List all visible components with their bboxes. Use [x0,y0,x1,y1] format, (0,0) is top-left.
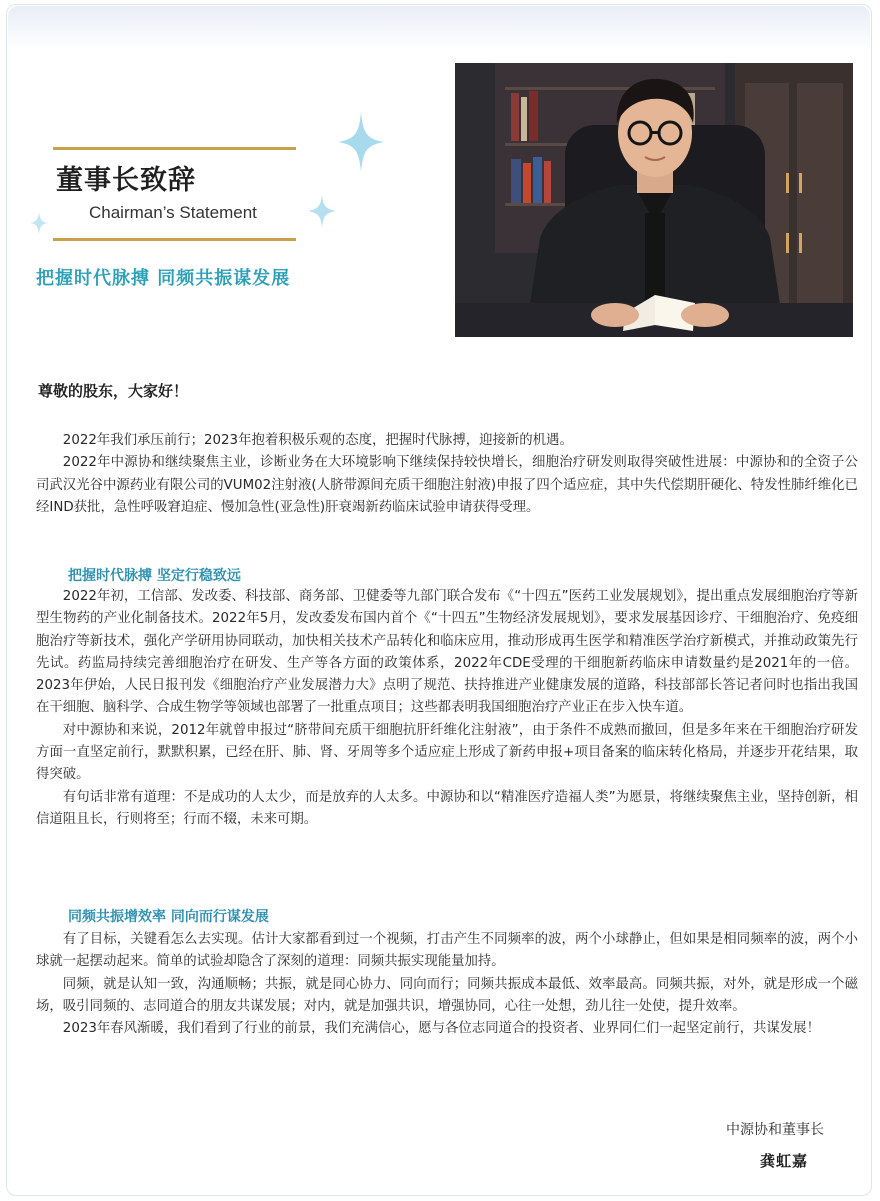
page-title: 董事长致辞 [56,165,196,196]
paragraph: 2022年中源协和继续聚焦主业，诊断业务在大环境影响下继续保持较快增长，细胞治疗研发则取得突破性进展：中源协和的全资子公司武汉光谷中源药业有限公司的VUM02注射液(人脐带源间充质干细胞注射液)申报了四个适应症，其中失代偿期肝硬化、特发性肺纤维化已经IND获批，急性呼吸窘迫症、慢加急性(亚急性)肝衰竭新药临床试验申请获得受理。 [36,455,858,515]
page-subtitle-en: Chairman’s Statement [89,203,257,222]
paragraph: 有了目标，关键看怎么去实现。估计大家都看到过一个视频，打击产生不同频率的波，两个小球静止，但如果是相同频率的波，两个小球就一起摆动起来。简单的试验却隐含了深刻的道理：同频共振实现能量加持。 [36,932,858,970]
section-heading-2: 同频共振增效率 同向而行谋发展 [68,909,269,925]
signature-name: 龚虹嘉 [760,1152,809,1170]
section-heading-1: 把握时代脉搏 坚定行稳致远 [68,568,241,584]
paragraph: 2022年初，工信部、发改委、科技部、商务部、卫健委等九部门联合发布《“十四五”医药工业发展规划》，提出重点发展细胞治疗等新型生物药的产业化制备技术。2022年5月，发改委发布国内首个《“十四五”生物经济发展规划》，要求发展基因诊疗、干细胞治疗、免疫细胞治疗等新技术，强化产学研用协同联动，加快相关技术产品转化和临床应用，推动形成再生医学和精准医学治疗新模式，并推动政策先行先试。药监局持续完善细胞治疗在研发、生产等各方面的政策体系，2022年CDE受理的干细胞新药临床申请数量约是2021年的一倍。2023年伊始，人民日报刊发《细胞治疗产业发展潜力大》点明了规范、扶持推进产业健康发展的道路，科技部部长答记者问时也指出我国在干细胞、脑科学、合成生物学等领域也部署了一批重点项目；这些都表明我国细胞治疗产业正在步入快车道。 [36,589,858,716]
signature-title: 中源协和董事长 [726,1122,824,1138]
paragraph: 有句话非常有道理：不是成功的人太少，而是放弃的人太多。中源协和以“精准医疗造福人类”为愿景，将继续聚焦主业，坚持创新，相信道阻且长，行则将至；行而不辍，未来可期。 [36,789,858,827]
paragraph: 2023年春风渐暖，我们看到了行业的前景，我们充满信心，愿与各位志同道合的投资者、业界同仁们一起坚定前行，共谋发展！ [62,1021,820,1037]
intro-text [36,430,858,519]
paragraph: 2022年我们承压前行；2023年抱着积极乐观的态度，把握时代脉搏，迎接新的机遇。 [62,433,573,448]
sparkle-icon [308,194,336,228]
greeting: 尊敬的股东，大家好！ [38,382,189,400]
chairman-photo [455,63,853,337]
paragraph: 对中源协和来说，2012年就曾申报过“脐带间充质干细胞抗肝纤维化注射液”，由于条件不成熟而撤回，但是多年来在干细胞治疗研发方面一直坚定前行，默默积累，已经在肝、肺、肾、牙周等多个适应症上形成了新药申报+项目备案的临床转化格局，并逐步开花结果，取得突破。 [36,722,858,783]
chairman-portrait-icon [455,63,853,337]
section-1-text [36,586,858,831]
section-2-text [36,929,858,1040]
tagline: 把握时代脉搏 同频共振谋发展 [36,268,291,289]
sparkle-icon [338,112,384,172]
sparkle-icon [30,212,48,234]
paragraph: 同频，就是认知一致，沟通顺畅；共振，就是同心协力、同向而行；同频共振成本最低、效率最高。同频共振，对外，就是形成一个磁场，吸引同频的、志同道合的朋友共谋发展；对内，就是加强共识，增强协同，心往一处想，劲儿往一处使，提升效率。 [36,976,858,1014]
title-bottom-rule [53,238,296,241]
title-top-rule [53,147,296,150]
